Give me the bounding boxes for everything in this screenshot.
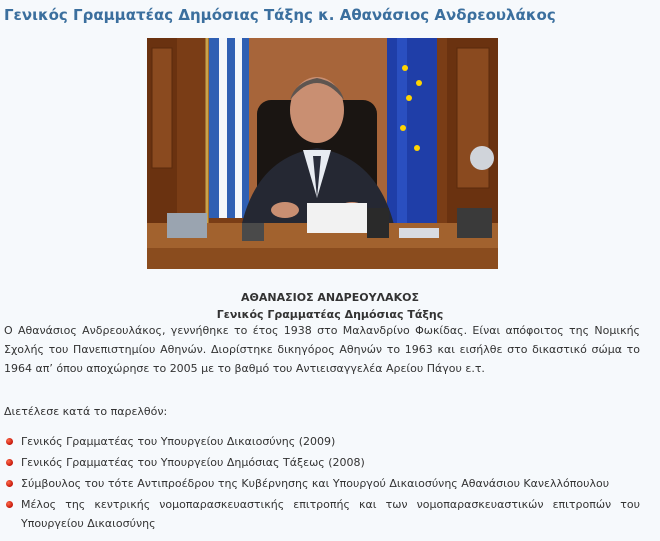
list-item [4,453,640,472]
portrait-illustration [147,38,498,269]
bullet-icon [6,480,13,487]
list-item [4,474,640,493]
list-item-text: Μέλος της κεντρικής νομοπαρασκευαστικής επιτροπής και των νομοπαρασκευαστικών επιτροπών του Υπουργείου Δικαιοσύνης [21,498,640,530]
page-title: Γενικός Γραμματέας Δημόσιας Τάξης κ. Αθανάσιος Ανδρεουλάκος [4,6,556,24]
list-item-text: Σύμβουλος του τότε Αντιπροέδρου της Κυβέρνησης και Υπουργού Δικαιοσύνης Αθανάσιου Κανελλόπουλου [21,477,610,490]
list-item-text: Γενικός Γραμματέας του Υπουργείου Δικαιοσύνης (2009) [21,435,336,448]
bullet-icon [6,438,13,445]
positions-intro: Διετέλεσε κατά το παρελθόν: [4,405,168,418]
bullet-icon [6,501,13,508]
bullet-icon [6,459,13,466]
list-item-text: Γενικός Γραμματέας του Υπουργείου Δημόσιας Τάξεως (2008) [21,456,365,469]
person-name: ΑΘΑΝΑΣΙΟΣ ΑΝΔΡΕΟΥΛΑΚΟΣ [241,291,419,304]
positions-list [4,432,640,535]
portrait-photo [147,38,498,269]
bio-paragraph: Ο Αθανάσιος Ανδρεουλάκος, γεννήθηκε το έτος 1938 στο Μαλανδρίνο Φωκίδας. Είναι απόφοιτος της Νομικής Σχολής του Πανεπιστημίου Αθηνών. Διορίστηκε δικηγόρος Αθηνών το 1963 και εισήλθε στο δικαστικό σώμα το 1964 απ’ όπου αποχώρησε το 2005 με το βαθμό του Αντιεισαγγελέα Αρείου Πάγου ε.τ. [4,324,640,375]
list-item [4,495,640,533]
list-item [4,432,640,451]
eu-flag [387,38,437,228]
person-role: Γενικός Γραμματέας Δημόσιας Τάξης [216,308,444,321]
